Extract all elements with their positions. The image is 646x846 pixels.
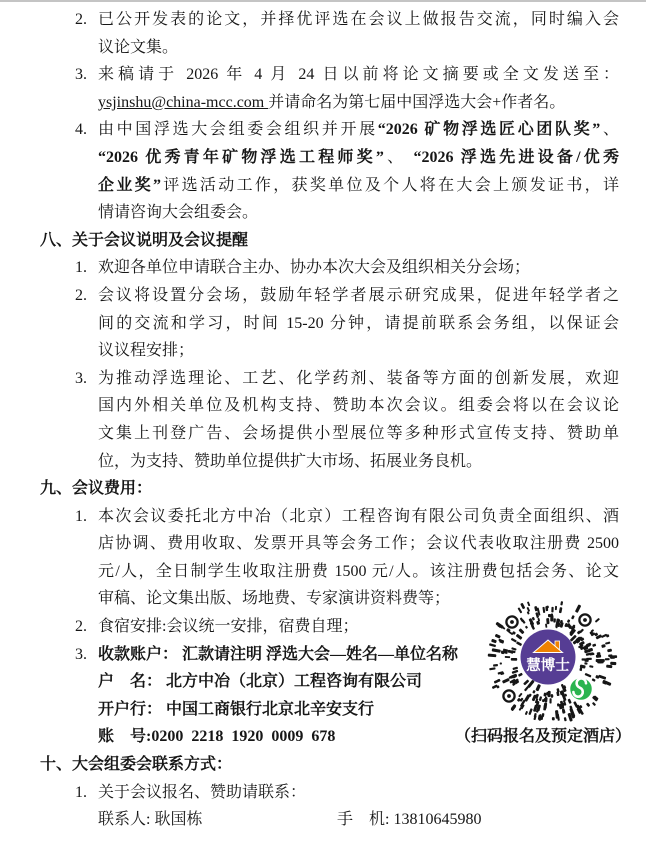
text-line: [40, 89, 619, 117]
text-segment: 店协调、费用收取、发票开具等会务工作；会议代表收取注册费 2500: [98, 535, 619, 553]
text-line: [40, 282, 619, 310]
text-segment: 并请命名为第七届中国浮选大会+作者名。: [268, 93, 566, 111]
text-segment: 开户行： 中国工商银行北京北辛安支行: [98, 700, 375, 718]
text-segment: 八、关于会议说明及会议提醒: [40, 231, 249, 249]
text-line: [40, 116, 619, 144]
list-number: 3.: [75, 645, 87, 663]
list-number: 2.: [75, 11, 87, 28]
text-segment: 联系人: 耿国栋: [98, 811, 203, 829]
qr-code-image: [487, 599, 623, 729]
qr-brand-label: 慧博士: [526, 658, 570, 674]
list-number: 2.: [75, 286, 87, 304]
text-line: [40, 310, 619, 338]
text-line: [40, 448, 619, 476]
list-number: 2.: [75, 618, 87, 636]
text-segment: 手 机: 13810645980: [337, 811, 482, 829]
qr-position-marker: [503, 690, 514, 701]
text-segment: 会议将设置分会场，鼓励年轻学者展示研究成果，促进年轻学者之: [98, 286, 619, 304]
weapp-badge-icon: [570, 678, 593, 701]
qr-code: [487, 599, 623, 729]
text-segment: 、: [600, 121, 619, 139]
text-line: [40, 365, 619, 393]
text-line: [40, 420, 619, 448]
text-segment: 议议程安排；: [98, 342, 195, 360]
section-heading: [40, 475, 619, 503]
text-segment: 企业奖”: [98, 176, 161, 194]
text-segment: 已公开发表的论文，并择优评选在会议上做报告交流，同时编入会: [98, 11, 619, 28]
text-line: [40, 558, 619, 586]
text-segment: 国内外相关单位及机构支持、赞助本次会议。组委会将以在会议论: [98, 397, 619, 415]
text-segment: 、: [383, 148, 414, 166]
qr-position-marker: [579, 614, 590, 625]
email-link[interactable]: ysjinshu@china-mcc.com: [98, 93, 269, 111]
text-segment: 本次会议委托北方中冶（北京）工程咨询有限公司负责全面组织、酒: [98, 507, 619, 525]
text-segment: 审稿、论文集出版、场地费、专家演讲资料费等；: [98, 590, 451, 608]
list-number: 1.: [75, 259, 87, 277]
text-segment: 议论文集。: [98, 38, 179, 56]
text-segment: 由中国浮选大会组委会组织并开展: [98, 121, 378, 139]
text-line: [40, 337, 619, 365]
list-number: 3.: [75, 369, 87, 387]
text-line: [40, 144, 619, 172]
text-segment: 欢迎各单位申请联合主办、协办本次大会及组织相关分会场；: [98, 259, 531, 277]
text-line: [40, 779, 619, 807]
text-segment: 十、大会组委会联系方式：: [40, 756, 233, 774]
text-segment: 情请咨询大会组委会。: [98, 204, 259, 222]
text-segment: “2026 浮选先进设备/优秀: [413, 148, 619, 166]
text-line: [40, 254, 619, 282]
text-line: [40, 503, 619, 531]
text-segment: 位，为支持、赞助单位提供扩大市场、拓展业务良机。: [98, 452, 483, 470]
text-segment: 元/人，全日制学生收取注册费 1500 元/人。该注册费包括会务、论文: [98, 562, 619, 580]
text-segment: 间的交流和学习，时间 15-20 分钟，请提前联系会务组，以保证会: [98, 314, 619, 332]
list-number: 4.: [75, 121, 87, 139]
text-segment: 关于会议报名、赞助请联系：: [98, 783, 307, 801]
text-segment: 为推动浮选理论、工艺、化学药剂、装备等方面的创新发展，欢迎: [98, 369, 619, 387]
text-segment: “2026 矿物浮选匠心团队奖”: [377, 121, 601, 139]
text-segment: 九、会议费用：: [40, 480, 153, 498]
list-number: 1.: [75, 783, 87, 801]
section-heading: [40, 751, 619, 779]
text-segment: 评选活动工作，获奖单位及个人将在大会上颁发证书，详: [160, 176, 619, 194]
text-segment: “2026 优秀青年矿物浮选工程师奖”: [98, 148, 384, 166]
text-segment: 文集上刊登广告、会场提供小型展位等多种形式宣传支持、赞助单: [98, 424, 619, 442]
text-segment: 账 号:0200 2218 1920 0009 678: [98, 728, 336, 746]
text-line: [40, 392, 619, 420]
qr-center-logo: [521, 630, 576, 685]
text-line: [40, 530, 619, 558]
list-number: 3.: [75, 66, 87, 84]
text-segment: 户 名： 北方中冶（北京）工程咨询有限公司: [98, 673, 423, 691]
text-line: [40, 172, 619, 200]
text-line: [40, 199, 619, 227]
text-line: [40, 6, 619, 34]
list-number: 1.: [75, 507, 87, 525]
text-segment: 食宿安排:会议统一安排，宿费自理；: [98, 618, 359, 636]
qr-position-marker: [506, 616, 517, 627]
section-heading: [40, 227, 619, 255]
text-line: [40, 34, 619, 62]
text-segment: 收款账户： 汇款请注明 浮选大会—姓名—单位名称: [98, 645, 459, 663]
text-line: [40, 806, 619, 834]
text-line: [40, 61, 619, 89]
text-segment: 来稿请于 2026 年 4 月 24 日以前将论文摘要或全文发送至：: [98, 66, 619, 84]
text-segment: （扫码报名及预定酒店）: [455, 728, 632, 746]
